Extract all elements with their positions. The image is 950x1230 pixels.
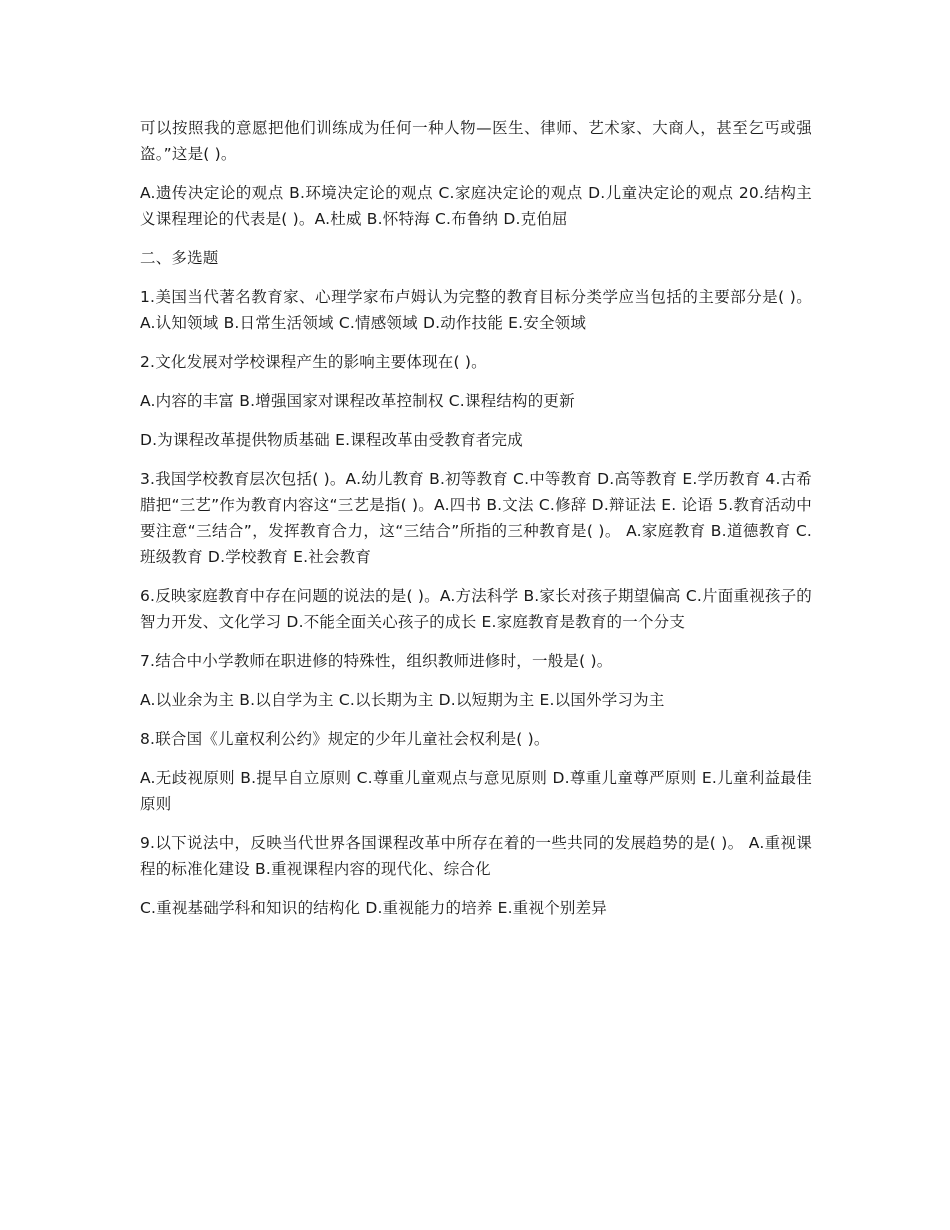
paragraph-question-7: 7.结合中小学教师在职进修的特殊性，组织教师进修时，一般是( )。 — [140, 652, 613, 670]
document-body — [140, 115, 812, 934]
section-heading-multiple-choice: 二、多选题 — [140, 249, 219, 267]
paragraph-question-19-continued: 可以按照我的意愿把他们训练成为任何一种人物—医生、律师、艺术家、大商人，甚至乞丐或强盗。”这是( )。 — [140, 119, 812, 163]
paragraph-question-2-options-d-e: D.为课程改革提供物质基础 E.课程改革由受教育者完成 — [140, 431, 523, 449]
paragraph-question-7-options: A.以业余为主 B.以自学为主 C.以长期为主 D.以短期为主 E.以国外学习为主 — [140, 691, 665, 709]
paragraph-question-9-options-c-e: C.重视基础学科和知识的结构化 D.重视能力的培养 E.重视个别差异 — [140, 899, 607, 917]
paragraph-question-6: 6.反映家庭教育中存在问题的说法的是( )。A.方法科学 B.家长对孩子期望偏高 C.片面重视孩子的智力开发、文化学习 D.不能全面关心孩子的成长 E.家庭教育是教育的一个分支 — [140, 587, 812, 631]
paragraph-question-9: 9.以下说法中，反映当代世界各国课程改革中所存在着的一些共同的发展趋势的是( )。 A.重视课程的标准化建设 B.重视课程内容的现代化、综合化 — [140, 834, 812, 878]
paragraph-question-2: 2.文化发展对学校课程产生的影响主要体现在( )。 — [140, 353, 487, 371]
paragraph-question-8-options: A.无歧视原则 B.提早自立原则 C.尊重儿童观点与意见原则 D.尊重儿童尊严原则 E.儿童利益最佳原则 — [140, 769, 812, 813]
paragraph-options-19-and-question-20: A.遗传决定论的观点 B.环境决定论的观点 C.家庭决定论的观点 D.儿童决定论的观点 20.结构主义课程理论的代表是( )。A.杜威 B.怀特海 C.布鲁纳 D.克伯屈 — [140, 184, 812, 228]
paragraph-questions-3-to-5: 3.我国学校教育层次包括( )。A.幼儿教育 B.初等教育 C.中等教育 D.高等教育 E.学历教育 4.古希腊把“三艺”作为教育内容这“三艺是指( )。A.四书 B.文法 C.修辞 D.辩证法 E. 论语 5.教育活动中要注意“三结合”，发挥教育合力，这“三结合”所指的三种教育是( )。 A.家庭教育 B.道德教育 C.班级教育 D.学校教育 E.社会教育 — [140, 470, 812, 566]
paragraph-question-2-options-a-c: A.内容的丰富 B.增强国家对课程改革控制权 C.课程结构的更新 — [140, 392, 575, 410]
paragraph-question-8: 8.联合国《儿童权利公约》规定的少年儿童社会权利是( )。 — [140, 730, 550, 748]
paragraph-question-1: 1.美国当代著名教育家、心理学家布卢姆认为完整的教育目标分类学应当包括的主要部分是( )。 A.认知领域 B.日常生活领域 C.情感领域 D.动作技能 E.安全领域 — [140, 288, 812, 332]
